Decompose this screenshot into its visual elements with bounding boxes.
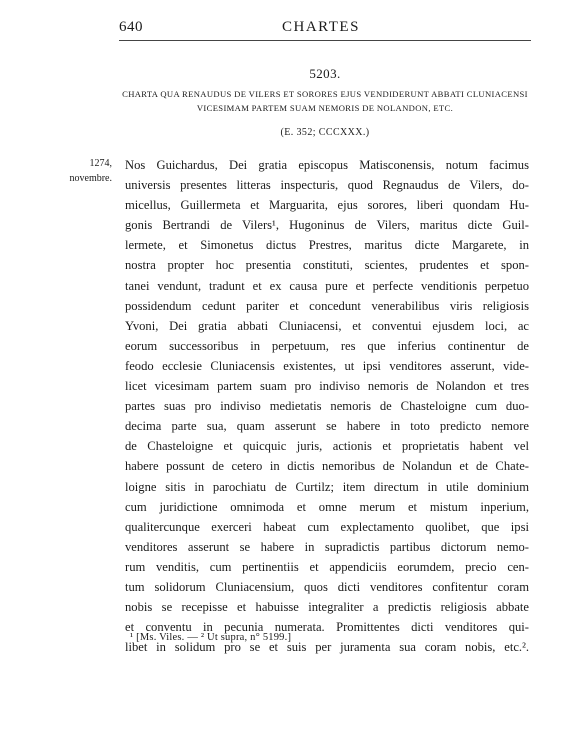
body-line: lermete, et Simonetus dictus Prestres, maritus dicte Margarete, in (125, 238, 529, 253)
body-line: nobis se recepisse et habuisse integraliter a predictis religiosis abbate (125, 600, 529, 615)
margin-date (54, 156, 112, 186)
body-line: tanei vendunt, tradunt et ex causa pure et perfecte venditionis perpetuo (125, 278, 529, 293)
charter-body (125, 155, 529, 657)
body-line: venditores asserunt se habere in supradictis partibus dictorum nemo- (125, 539, 529, 554)
body-line: qualitercunque exerceri habeat cum explectamento quolibet, que ipsi (125, 519, 529, 534)
body-line: universis presentes litteras inspecturis, quod Regnaudus de Vilers, do- (125, 178, 529, 193)
charter-source: (E. 352; CCCXXX.) (280, 127, 370, 138)
body-line: gonis Bertrandi de Vilers¹, Hugoninus de Vilers, maritus dicte Guil- (125, 218, 529, 233)
footnote: ¹ [Ms. Viles. — ² Ut supra, n° 5199.] (130, 632, 292, 643)
header-divider (119, 40, 531, 41)
body-line: Yvoni, Dei gratia abbati Cluniacensi, et conventui ejusdem loci, ac (125, 318, 529, 333)
body-line: possidendum cedunt pariter et concedunt venerabilibus viris religiosis (125, 298, 529, 313)
body-line: licet vicesimam partem suam pro indiviso nemoris de Nolandon et tres (125, 379, 529, 394)
body-line: Nos Guichardus, Dei gratia episcopus Matisconensis, notum facimus (125, 158, 529, 172)
body-line: de Chasteloigne et quicquic juris, actionis et proprietatis habent vel (125, 439, 529, 454)
running-head: CHARTES (282, 19, 360, 35)
body-line: loigne sitis in parochiatu de Curtilz; item directum in utile dominium (125, 479, 529, 494)
body-line: tum solidorum Cluniacensium, quos dicti venditores confitentur coram (125, 579, 529, 594)
page-number: 640 (119, 19, 143, 35)
margin-year: 1274, (89, 158, 112, 169)
body-line: micellus, Guillermeta et Marguarita, ejus sorores, liberi quondam Hu- (125, 198, 529, 213)
body-line: feodo ecclesie Cluniacensis existentes, ut ipsi venditores asserunt, vide- (125, 358, 529, 373)
body-line: libet in solidum pro se et suis per juramenta sua coram nobis, etc.². (125, 640, 529, 655)
body-line: cum juridictione omnimoda et omne merum et mistum inperium, (125, 499, 529, 514)
body-line: decima parte sua, quam asserunt se habere in toto predicto nemore (125, 419, 529, 434)
charter-number: 5203. (309, 66, 341, 81)
body-line: habere possunt de cetero in dictis nemoribus de Nolandun et de Chate- (125, 459, 529, 474)
body-line: partes suas pro indiviso medietatis nemoris de Chasteloigne cum duo- (125, 399, 529, 414)
margin-month: novembre. (69, 173, 112, 184)
body-line: rum venditis, cum pertinentiis et appendiciis eorumdem, precio cen- (125, 559, 529, 574)
body-line: eorum successoribus in perpetuum, res que inferius continentur de (125, 338, 529, 353)
charter-title: CHARTA QUA RENAUDUS DE VILERS ET SORORES EJUS VENDIDERUNT ABBATI CLUNIACENSI VICESIMAM PARTEM SUAM NEMORIS DE NOLANDON, ETC. (122, 89, 528, 113)
body-line: et conventu in pecunia numerata. Promittentes dicti venditores qui- (125, 620, 529, 635)
body-line: nostra propter hoc presentia constituti, scientes, prudentes et spon- (125, 258, 529, 273)
